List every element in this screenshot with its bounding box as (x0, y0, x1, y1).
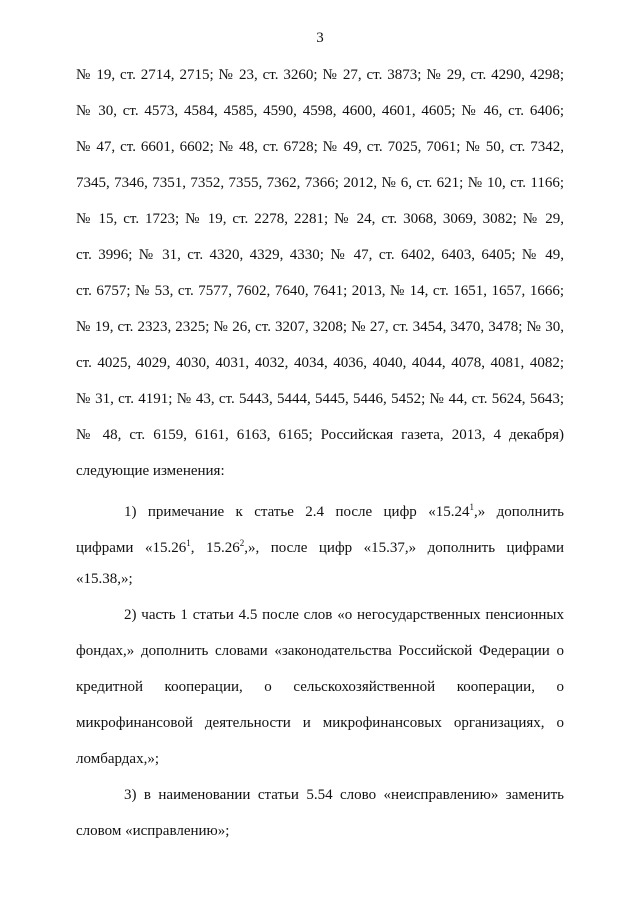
text-line: следующие изменения: (76, 463, 225, 479)
text-line: ст. 4025, 4029, 4030, 4031, 4032, 4034, 4036, 4040, 4044, 4078, 4081, 4082; (76, 355, 564, 371)
item-2-line-5: ломбардах,»; (76, 751, 159, 767)
item-1-line-1: 1) примечание к статье 2.4 после цифр «15.24$^1$,» дополнить (124, 502, 564, 520)
page-number: 3 (316, 30, 324, 46)
item-1-line-2: цифрами «15.26$^1$, 15.26$^2$,», после цифр «15.37,» дополнить цифрами (76, 538, 565, 556)
item-3-line-1: 3) в наименовании статьи 5.54 слово «неисправлению» заменить (124, 787, 564, 803)
superscript: 1 (186, 538, 191, 548)
text-line: № 15, ст. 1723; № 19, ст. 2278, 2281; № 24, ст. 3068, 3069, 3082; № 29, (76, 211, 564, 227)
item-2-line-1: 2) часть 1 статьи 4.5 после слов «о негосударственных пенсионных (124, 607, 564, 623)
text-line: ст. 3996; № 31, ст. 4320, 4329, 4330; № 47, ст. 6402, 6403, 6405; № 49, (76, 247, 564, 263)
item-3-line-2: словом «исправлению»; (76, 823, 230, 839)
text-line: № 48, ст. 6159, 6161, 6163, 6165; Российская газета, 2013, 4 декабря) (76, 427, 564, 443)
text-line: 7345, 7346, 7351, 7352, 7355, 7362, 7366; 2012, № 6, ст. 621; № 10, ст. 1166; (76, 175, 564, 191)
text-line: № 31, ст. 4191; № 43, ст. 5443, 5444, 5445, 5446, 5452; № 44, ст. 5624, 5643; (76, 391, 564, 407)
text-line: ст. 6757; № 53, ст. 7577, 7602, 7640, 7641; 2013, № 14, ст. 1651, 1657, 1666; (76, 283, 564, 299)
text-line: № 19, ст. 2323, 2325; № 26, ст. 3207, 3208; № 27, ст. 3454, 3470, 3478; № 30, (76, 319, 564, 335)
item-2-line-3: кредитной кооперации, о сельскохозяйственной кооперации, о (76, 679, 564, 695)
item-2-line-4: микрофинансовой деятельности и микрофинансовых организациях, о (76, 715, 564, 731)
superscript: 1 (469, 502, 474, 512)
item-1-line-3: «15.38,»; (76, 571, 133, 587)
item-2-line-2: фондах,» дополнить словами «законодательства Российской Федерации о (76, 643, 564, 659)
superscript: 2 (239, 538, 245, 548)
text-line: № 30, ст. 4573, 4584, 4585, 4590, 4598, 4600, 4601, 4605; № 46, ст. 6406; (76, 103, 564, 119)
text-line: № 47, ст. 6601, 6602; № 48, ст. 6728; № 49, ст. 7025, 7061; № 50, ст. 7342, (76, 139, 564, 155)
text-line: № 19, ст. 2714, 2715; № 23, ст. 3260; № 27, ст. 3873; № 29, ст. 4290, 4298; (76, 67, 564, 83)
